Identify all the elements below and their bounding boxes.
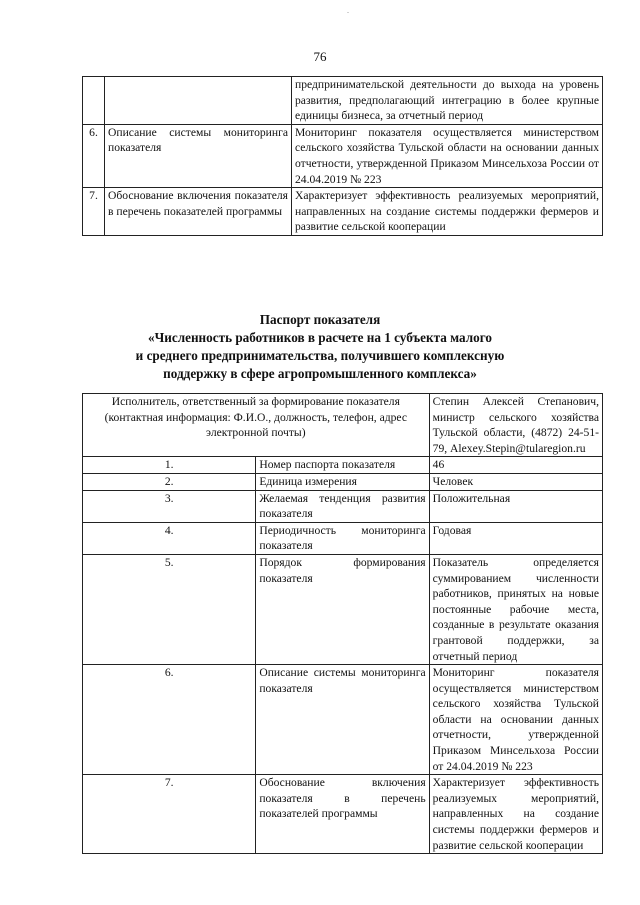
row-value: Показатель определяется суммированием численности работников, принятых на новые постоянные рабочие места, созданные в результате оказания грантовой поддержки, за отчетный период xyxy=(429,554,602,664)
page-number: 76 xyxy=(313,49,327,64)
table-header-row xyxy=(83,394,603,457)
passport-heading xyxy=(0,311,640,383)
row-number: 6. xyxy=(83,124,105,187)
row-value: предпринимательской деятельности до выхода на уровень развития, предполагающий интеграцию в более крупные единицы бизнеса, за отчетный период xyxy=(292,77,603,125)
row-value: Человек xyxy=(429,473,602,490)
row-value: Характеризует эффективность реализуемых мероприятий, направленных на создание системы поддержки фермеров и развитие сельской кооперации xyxy=(292,188,603,236)
passport-title: Паспорт показателя xyxy=(259,312,381,327)
row-value: Годовая xyxy=(429,522,602,554)
table-row xyxy=(83,473,603,490)
row-label: Описание системы мониторинга показателя xyxy=(105,124,292,187)
row-number: 7. xyxy=(83,188,105,236)
table-row xyxy=(83,124,603,187)
row-value: Мониторинг показателя осуществляется министерством сельского хозяйства Тульской области на основании данных отчетности, утвержденной Приказом Минсельхоза России от 24.04.2019 № 223 xyxy=(292,124,603,187)
table-row xyxy=(83,188,603,236)
row-label: Желаемая тенденция развития показателя xyxy=(256,490,429,522)
table-row xyxy=(83,775,603,854)
passport-subtitle-line: «Численность работников в расчете на 1 субъекта малого xyxy=(147,330,493,345)
row-label: Порядок формирования показателя xyxy=(256,554,429,664)
table-row xyxy=(83,490,603,522)
row-number: 2. xyxy=(83,473,256,490)
row-number: 5. xyxy=(83,554,256,664)
row-number: 7. xyxy=(83,775,256,854)
row-value: Положительная xyxy=(429,490,602,522)
row-number: 3. xyxy=(83,490,256,522)
row-label: Периодичность мониторинга показателя xyxy=(256,522,429,554)
table-row xyxy=(83,522,603,554)
row-value: Мониторинг показателя осуществляется министерством сельского хозяйства Тульской области на основании данных отчетности, утвержденной Приказом Минсельхоза России от 24.04.2019 № 223 xyxy=(429,665,602,775)
page-mark: - xyxy=(347,10,349,16)
row-label: Обоснование включения показателя в перечень показателей программы xyxy=(105,188,292,236)
row-label: Описание системы мониторинга показателя xyxy=(256,665,429,775)
row-label: Номер паспорта показателя xyxy=(256,457,429,474)
row-number xyxy=(83,77,105,125)
row-number: 6. xyxy=(83,665,256,775)
executor-label: Исполнитель, ответственный за формирование показателя (контактная информация: Ф.И.О., должность, телефон, адрес электронной почты) xyxy=(83,394,430,457)
passport-subtitle-line: и среднего предпринимательства, получившего комплексную xyxy=(135,348,505,363)
row-value: Характеризует эффективность реализуемых мероприятий, направленных на создание системы поддержки фермеров и развитие сельской кооперации xyxy=(429,775,602,854)
table-row xyxy=(83,554,603,664)
passport-table xyxy=(82,393,603,854)
table-row xyxy=(83,77,603,125)
row-number: 1. xyxy=(83,457,256,474)
continued-passport-table xyxy=(82,76,603,236)
row-value: 46 xyxy=(429,457,602,474)
table-row xyxy=(83,665,603,775)
table-row xyxy=(83,457,603,474)
row-number: 4. xyxy=(83,522,256,554)
passport-subtitle-line: поддержку в сфере агропромышленного комплекса» xyxy=(163,366,477,381)
executor-value: Степин Алексей Степанович, министр сельского хозяйства Тульской области, (4872) 24-51-79, Alexey.Stepin@tularegion.ru xyxy=(429,394,602,457)
row-label xyxy=(105,77,292,125)
row-label: Обоснование включения показателя в перечень показателей программы xyxy=(256,775,429,854)
row-label: Единица измерения xyxy=(256,473,429,490)
